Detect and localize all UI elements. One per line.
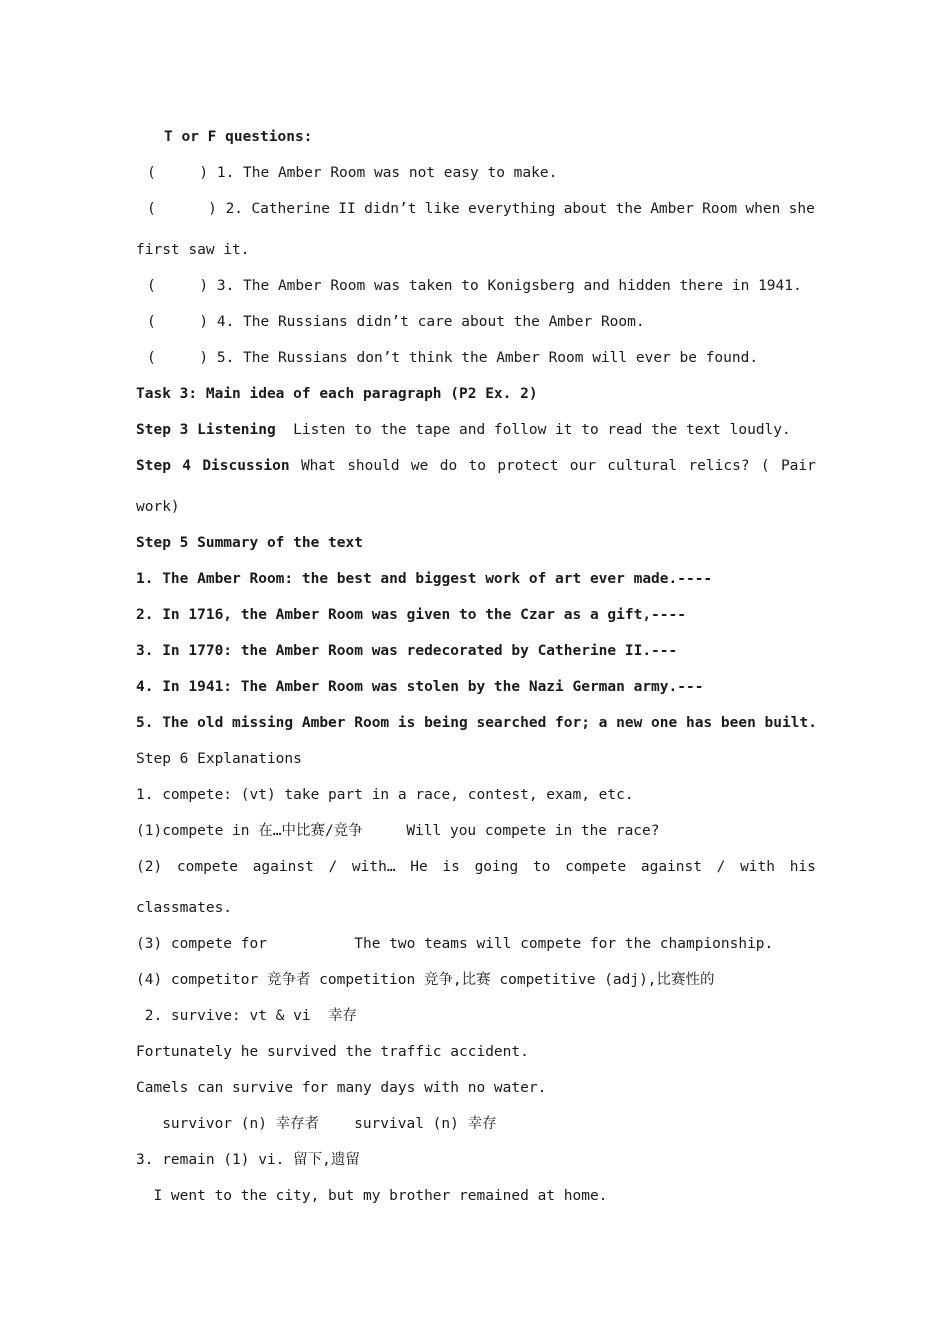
survive-example-1: Fortunately he survived the traffic accident. xyxy=(136,1044,529,1060)
explanation-compete: 1. compete: (vt) take part in a race, contest, exam, etc. xyxy=(136,787,634,803)
step5-heading: Step 5 Summary of the text xyxy=(136,535,363,551)
step4-line1: Step 4 Discussion What should we do to protect our cultural relics? ( Pair xyxy=(136,458,816,474)
step3-label: Step 3 Listening xyxy=(136,422,276,438)
compete-against-line2: classmates. xyxy=(136,900,233,916)
tf-question-4: ( ) 4. The Russians didn’t care about the Amber Room. xyxy=(147,314,645,330)
summary-item-1: 1. The Amber Room: the best and biggest work of art ever made.---- xyxy=(136,571,713,587)
survive-example-2: Camels can survive for many days with no water. xyxy=(136,1080,547,1096)
step3-line xyxy=(136,420,816,440)
step3-text: Listen to the tape and follow it to read the text loudly. xyxy=(275,422,791,438)
compete-in: (1)compete in 在…中比赛/竞争 Will you compete in the race? xyxy=(136,823,660,839)
survive-derivatives: survivor (n) 幸存者 survival (n) 幸存 xyxy=(136,1116,497,1132)
competitor-derivatives: (4) competitor 竞争者 competition 竞争,比赛 competitive (adj),比赛性的 xyxy=(136,972,715,988)
summary-item-3: 3. In 1770: the Amber Room was redecorated by Catherine II.--- xyxy=(136,643,678,659)
tf-question-3: ( ) 3. The Amber Room was taken to Konigsberg and hidden there in 1941. xyxy=(147,278,802,294)
summary-item-2: 2. In 1716, the Amber Room was given to the Czar as a gift,---- xyxy=(136,607,686,623)
compete-for: (3) compete for The two teams will compete for the championship. xyxy=(136,936,774,952)
step4-line2: work) xyxy=(136,499,180,515)
explanation-survive: 2. survive: vt & vi 幸存 xyxy=(136,1008,358,1024)
compete-against-line1: (2) compete against / with… He is going to compete against / with his xyxy=(136,859,816,875)
step6-heading: Step 6 Explanations xyxy=(136,751,302,767)
tf-question-5: ( ) 5. The Russians don’t think the Amber Room will ever be found. xyxy=(147,350,759,366)
summary-item-5: 5. The old missing Amber Room is being searched for; a new one has been built. xyxy=(136,715,817,731)
task3-heading: Task 3: Main idea of each paragraph (P2 Ex. 2) xyxy=(136,386,538,402)
remain-example-1: I went to the city, but my brother remained at home. xyxy=(136,1188,608,1204)
tf-question-1: ( ) 1. The Amber Room was not easy to make. xyxy=(147,165,558,181)
tf-heading: T or F questions: xyxy=(164,129,313,145)
tf-question-2-line1: ( ) 2. Catherine II didn’t like everything about the Amber Room when she xyxy=(147,201,815,217)
explanation-remain: 3. remain (1) vi. 留下,遗留 xyxy=(136,1152,360,1168)
tf-question-2-line2: first saw it. xyxy=(136,242,250,258)
summary-item-4: 4. In 1941: The Amber Room was stolen by the Nazi German army.--- xyxy=(136,679,704,695)
